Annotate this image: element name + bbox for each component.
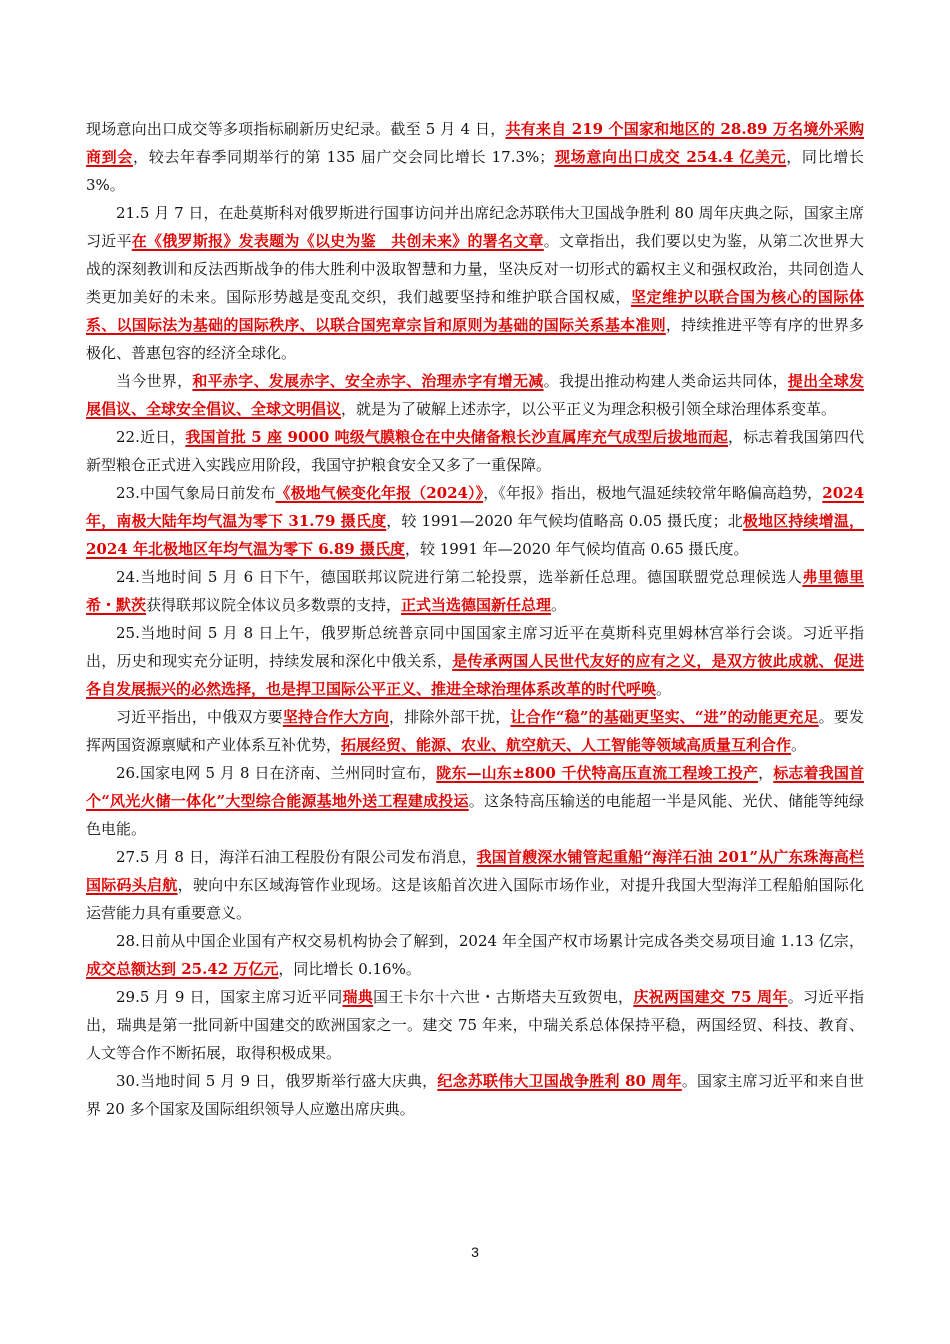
highlighted-text: 正式当选德国新任总理 <box>401 596 552 614</box>
body-text: 28.日前从中国企业国有产权交易机构协会了解到，2024 年全国产权市场累计完成各类交易项目逾 1.13 亿宗， <box>116 932 864 950</box>
highlighted-text: 我国首艘深水铺管起重船“海洋石油 201”从广东珠海高栏国际码头启航 <box>86 848 864 894</box>
paragraph-27 <box>86 843 864 927</box>
body-text: 获得联邦议院全体议员多数票的支持， <box>146 596 402 614</box>
highlighted-text: 2024 年，南极大陆年均气温为零下 31.79 摄氏度 <box>86 484 865 530</box>
body-text: ，就是为了破解上述赤字，以公平正义为理念积极引领全球治理体系变革。 <box>341 400 837 418</box>
paragraph-26 <box>86 759 864 843</box>
paragraph-28 <box>86 927 864 983</box>
paragraph-21 <box>86 199 864 367</box>
body-text: ，《年报》指出，极地气温延续较常年略偏高趋势， <box>483 484 823 502</box>
body-text: ，较 1991 年—2020 年气候均值高 0.65 摄氏度。 <box>404 540 749 558</box>
body-text: 。 <box>791 736 807 754</box>
highlighted-text: 庆祝两国建交 75 周年 <box>633 988 788 1006</box>
body-text: 现场意向出口成交等多项指标刷新历史纪录。截至 5 月 4 日， <box>86 120 506 138</box>
body-text: ， <box>758 764 774 782</box>
body-text: 。国家主席习近平和来自世界 20 多个国家及国际组织领导人应邀出席庆典。 <box>86 1072 864 1118</box>
highlighted-text: 纪念苏联伟大卫国战争胜利 80 周年 <box>437 1072 682 1090</box>
highlighted-text: 拓展经贸、能源、农业、航空航天、人工智能等领域高质量互利合作 <box>341 736 792 754</box>
highlighted-text: 坚持合作大方向 <box>282 708 390 726</box>
page-number: 3 <box>471 1244 479 1260</box>
body-text: 习近平指出，中俄双方要 <box>116 708 283 726</box>
paragraph-23 <box>86 479 864 563</box>
body-text: 。文章指出，我们要以史为鉴，从第二次世界大战的深刻教训和反法西斯战争的伟大胜利中汲取智慧和力量，坚决反对一切形式的霸权主义和强权政治，共同创造人类更加美好的未来。国际形势越是变乱交织，我们越要坚持和维护联合国权威， <box>86 232 864 306</box>
highlighted-text: 瑞典 <box>342 988 374 1006</box>
body-text: 当今世界， <box>116 372 193 390</box>
paragraph-30 <box>86 1067 864 1123</box>
paragraph-22 <box>86 423 864 479</box>
paragraph-25 <box>86 619 864 703</box>
highlighted-text: 《极地气候变化年报（2024）》 <box>275 484 484 502</box>
body-text: ，标志着我国第四代新型粮仓正式进入实践应用阶段，我国守护粮食安全又多了一重保障。 <box>86 428 864 474</box>
highlighted-text: 共有来自 219 个国家和地区的 28.89 万名境外采购商到会 <box>86 120 864 166</box>
paragraph-25-continued <box>86 703 864 759</box>
body-text: 29.5 月 9 日，国家主席习近平同 <box>116 988 343 1006</box>
body-text: 22.近日， <box>116 428 186 446</box>
body-text: 21.5 月 7 日，在赴莫斯科对俄罗斯进行国事访问并出席纪念苏联伟大卫国战争胜利 80 周年庆典之际，国家主席习近平 <box>86 204 864 250</box>
body-text: 25.当地时间 5 月 8 日上午，俄罗斯总统普京同中国国家主席习近平在莫斯科克里姆林宫举行会谈。习近平指出，历史和现实充分证明，持续发展和深化中俄关系， <box>86 624 864 670</box>
highlighted-text: 标志着我国首个“风光火储一体化”大型综合能源基地外送工程建成投运 <box>86 764 864 810</box>
body-text: 。 <box>656 680 672 698</box>
body-text: ，排除外部干扰， <box>389 708 511 726</box>
highlighted-text: 坚定维护以联合国为核心的国际体系、以国际法为基础的国际秩序、以联合国宪章宗旨和原则为基础的国际关系基本准则 <box>86 288 864 334</box>
body-text: 。我提出推动构建人类命运共同体， <box>543 372 788 390</box>
body-text: 。习近平指出，瑞典是第一批同新中国建交的欧洲国家之一。建交 75 年来，中瑞关系总体保持平稳，两国经贸、科技、教育、人文等合作不断拓展，取得积极成果。 <box>86 988 864 1062</box>
body-text: ，较去年春季同期举行的第 135 届广交会同比增长 17.3%； <box>133 148 555 166</box>
highlighted-text: 提出全球发展倡议、全球安全倡议、全球文明倡议 <box>86 372 864 418</box>
body-text: 27.5 月 8 日，海洋石油工程股份有限公司发布消息， <box>116 848 477 866</box>
body-text: 国王卡尔十六世・古斯塔夫互致贺电， <box>373 988 634 1006</box>
body-text: 26.国家电网 5 月 8 日在济南、兰州同时宣布， <box>116 764 437 782</box>
paragraph-24 <box>86 563 864 619</box>
body-text: ，驶向中东区域海管作业现场。这是该船首次进入国际市场作业，对提升我国大型海洋工程船舶国际化运营能力具有重要意义。 <box>86 876 864 922</box>
paragraph-21-continued <box>86 367 864 423</box>
highlighted-text: 现场意向出口成交 254.4 亿美元 <box>554 148 787 166</box>
highlighted-text: 陇东—山东±800 千伏特高压直流工程竣工投产 <box>436 764 759 782</box>
highlighted-text: 在《俄罗斯报》发表题为《以史为鉴 共创未来》的署名文章 <box>131 232 544 250</box>
highlighted-text: 弗里德里希・默茨 <box>86 568 864 614</box>
body-text: 23.中国气象局日前发布 <box>116 484 276 502</box>
highlighted-text: 和平赤字、发展赤字、安全赤字、治理赤字有增无减 <box>192 372 544 390</box>
highlighted-text: 极地区持续增温，2024 年北极地区年均气温为零下 6.89 摄氏度 <box>86 512 864 558</box>
highlighted-text: 我国首批 5 座 9000 吨级气膜粮仓在中央储备粮长沙直属库充气成型后拔地而起 <box>185 428 728 446</box>
body-text: ，同比增长 3%。 <box>86 148 864 194</box>
body-text: ，同比增长 0.16%。 <box>278 960 421 978</box>
highlighted-text: 让合作“稳”的基础更坚实、“进”的动能更充足 <box>510 708 819 726</box>
highlighted-text: 是传承两国人民世代友好的应有之义，是双方彼此成就、促进各自发展振兴的必然选择，也是捍卫国际公平正义、推进全球治理体系改革的时代呼唤 <box>86 652 864 698</box>
highlighted-text: 成交总额达到 25.42 万亿元 <box>86 960 279 978</box>
document-body <box>86 115 864 1123</box>
body-text: ，持续推进平等有序的世界多极化、普惠包容的经济全球化。 <box>86 316 864 362</box>
body-text: 。要发挥两国资源禀赋和产业体系互补优势， <box>86 708 864 754</box>
paragraph-20-continued <box>86 115 864 199</box>
body-text: 。这条特高压输送的电能超一半是风能、光伏、储能等纯绿色电能。 <box>86 792 864 838</box>
body-text: 24.当地时间 5 月 6 日下午，德国联邦议院进行第二轮投票，选举新任总理。德国联盟党总理候选人 <box>116 568 803 586</box>
paragraph-29 <box>86 983 864 1067</box>
body-text: ，较 1991—2020 年气候均值略高 0.05 摄氏度；北 <box>386 512 743 530</box>
body-text: 。 <box>551 596 567 614</box>
body-text: 30.当地时间 5 月 9 日，俄罗斯举行盛大庆典， <box>116 1072 438 1090</box>
